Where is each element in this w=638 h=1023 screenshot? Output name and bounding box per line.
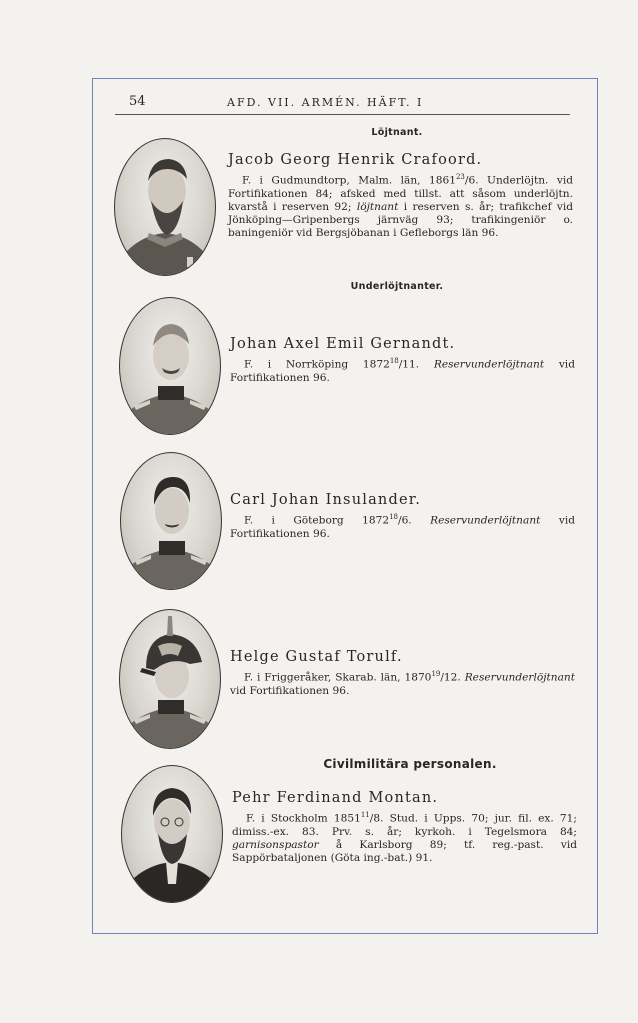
bio-segment: F. i Göteborg 1872: [244, 514, 390, 527]
bio-segment: /6. Underlöjtn. vid Fortifikationen 84; afsked med tillst. att såsom underlöjtn. kvarstå i reserven 92;: [228, 174, 574, 213]
person-name: Johan Axel Emil Gernandt.: [230, 336, 456, 352]
section-heading-lojtnant: Löjtnant.: [371, 127, 423, 138]
section-heading-underlojtnanter: Underlöjtnanter.: [350, 281, 444, 292]
portrait-gernandt-photo: [120, 298, 220, 434]
bio-text: [232, 809, 577, 865]
portrait-gernandt: [119, 297, 221, 435]
bio-segment: vid Fortifikationen 96.: [230, 358, 575, 384]
date-superscript: 11: [360, 811, 370, 819]
bio-segment: i reserven s. år; trafikchef vid Jönköping—Gripenbergs järnväg 93; trafikingeniör o. baningeniör vid Bergsjöbanan i Gefleborgs län 96.: [228, 200, 574, 239]
date-superscript: 19: [431, 670, 441, 678]
portrait-montan: [121, 765, 223, 903]
date-superscript: 23: [455, 173, 465, 181]
bio-segment: vid Fortifikationen 96.: [230, 684, 350, 697]
italic-rank: löjtnant: [356, 200, 399, 213]
italic-rank: Reservunderlöjtnant: [464, 671, 575, 684]
portrait-torulf-photo: [120, 610, 220, 748]
bio-segment: å Karlsborg 89; tf. reg.-past. vid Sappörbataljonen (Göta ing.-bat.) 91.: [232, 838, 577, 864]
date-superscript: 18: [389, 513, 398, 521]
portrait-crafoord: [114, 138, 216, 276]
bio-segment: F. i Norrköping 1872: [244, 358, 390, 371]
entry-torulf: [230, 649, 575, 698]
entry-montan: [232, 790, 577, 865]
bio-segment: /6.: [398, 514, 431, 527]
italic-rank: Reservunderlöjtnant: [430, 514, 541, 527]
bio-segment: /11.: [398, 358, 434, 371]
bio-segment: F. i Gudmundtorp, Malm. län, 1861: [242, 174, 456, 187]
portrait-crafoord-photo: [115, 139, 215, 275]
running-head-title: AFD. VII. ARMÉN. HÄFT. I: [227, 96, 424, 109]
entry-insulander: [230, 492, 575, 541]
portrait-montan-photo: [122, 766, 222, 902]
bio-segment: F. i Stockholm 1851: [246, 812, 361, 825]
page-number: 54: [129, 94, 146, 109]
bio-text: [230, 355, 575, 385]
bio-text: [228, 171, 573, 240]
person-name: Pehr Ferdinand Montan.: [232, 790, 439, 806]
italic-rank: garnisonspastor: [232, 838, 319, 851]
section-heading-civilmilitara: Civilmilitära personalen.: [323, 757, 497, 771]
running-head: [115, 92, 570, 115]
person-name: Jacob Georg Henrik Crafoord.: [228, 152, 483, 168]
portrait-insulander-photo: [121, 453, 221, 589]
bio-text: [230, 668, 575, 698]
entry-crafoord: [228, 152, 573, 240]
portrait-insulander: [120, 452, 222, 590]
bio-segment: vid Fortifikationen 96.: [230, 514, 575, 540]
bio-segment: F. i Friggeråker, Skarab. län, 1870: [244, 671, 432, 684]
date-superscript: 18: [389, 357, 399, 365]
bio-segment: /12.: [440, 671, 465, 684]
portrait-torulf: [119, 609, 221, 749]
italic-rank: Reservunderlöjtnant: [433, 358, 545, 371]
bio-segment: /8. Stud. i Upps. 70; jur. fil. ex. 71; dimiss.-ex. 83. Prv. s. år; kyrkoh. i Tegelsmora 84;: [232, 812, 577, 838]
person-name: Helge Gustaf Torulf.: [230, 649, 403, 665]
bio-text: [230, 511, 575, 541]
entry-gernandt: [230, 336, 575, 385]
person-name: Carl Johan Insulander.: [230, 492, 422, 508]
